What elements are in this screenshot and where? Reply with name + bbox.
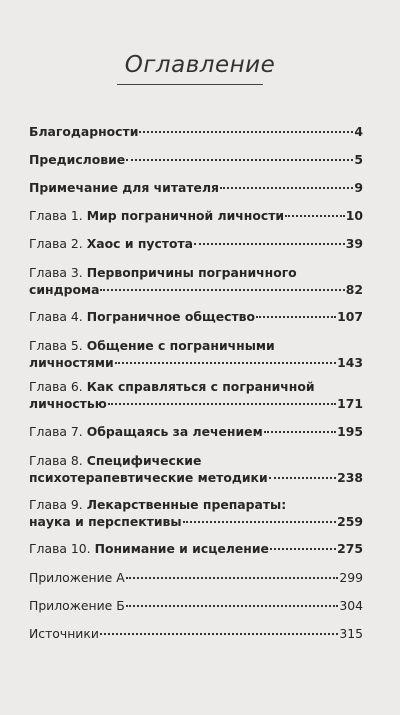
toc-entry-title: Хаос и пустота [86,236,194,251]
toc-entry-title: Первопричины пограничного [86,265,297,280]
toc-entry-acknowledgements[interactable] [29,123,363,140]
toc-page-number: 4 [354,124,363,139]
dot-leader [183,521,337,523]
dot-leader [285,215,345,217]
dot-leader [139,131,353,133]
toc-page-number: 195 [337,424,363,439]
toc-entry-title: Общение с пограничными [86,338,275,353]
toc-page-number: 82 [345,282,363,297]
toc-page-number: 238 [337,470,363,485]
toc-entry-title: Пограничное общество [86,309,256,324]
toc-entry-chapter-5[interactable] [29,337,363,371]
chapter-prefix: Глава 3. [29,265,83,280]
toc-entry-title: Лекарственные препараты: [86,497,287,512]
toc-entry-chapter-3[interactable] [29,264,363,298]
dot-leader [270,548,336,550]
dot-leader [108,403,336,405]
dot-leader [220,187,353,189]
dot-leader [100,633,338,635]
dot-leader [269,477,336,479]
toc-entry-title: Обращаясь за лечением [86,424,263,439]
toc-entry-title-continued: наука и перспективы [29,514,182,529]
toc-entry-title: Мир пограничной личности [86,208,285,223]
dot-leader [264,431,336,433]
page-title: Оглавление [124,52,276,78]
chapter-prefix: Глава 9. [29,497,83,512]
toc-page-number: 9 [354,180,363,195]
dot-leader [126,159,353,161]
toc-entry-title-continued: личностью [29,396,107,411]
dot-leader [126,605,339,607]
toc-entry-title-continued: синдрома [29,282,100,297]
toc-page-number: 275 [337,541,363,556]
toc-page-number: 259 [337,514,363,529]
toc-entry-chapter-8[interactable] [29,452,363,486]
dot-leader [256,316,336,318]
chapter-prefix: Глава 8. [29,453,83,468]
chapter-prefix: Глава 5. [29,338,83,353]
toc-page-number: 299 [339,570,363,585]
toc-entry-title: Специфические [86,453,202,468]
toc-entry-title: Примечание для читателя [29,180,219,195]
toc-entry-title-continued: личностями [29,355,114,370]
toc-entry-title: Понимание и исцеление [94,541,269,556]
toc-entry-title: Источники [29,626,99,641]
toc-entry-title: Приложение Б [29,598,125,613]
chapter-prefix: Глава 4. [29,309,83,324]
toc-page-number: 107 [337,309,363,324]
dot-leader [115,362,336,364]
toc-entry-appendix-a[interactable] [29,569,363,586]
toc-page-number: 5 [354,152,363,167]
chapter-prefix: Глава 10. [29,541,91,556]
toc-entry-note-for-reader[interactable] [29,179,363,196]
dot-leader [100,289,344,291]
toc-entry-chapter-7[interactable] [29,423,363,440]
toc-entry-title: Предисловие [29,152,126,167]
chapter-prefix: Глава 6. [29,379,83,394]
dot-leader [194,243,345,245]
chapter-prefix: Глава 1. [29,208,83,223]
toc-entry-title: Как справляться с пограничной [86,379,315,394]
toc-page-number: 171 [337,396,363,411]
toc-entry-chapter-2[interactable] [29,235,363,252]
toc-page-number: 304 [339,598,363,613]
dot-leader [126,577,339,579]
toc-entry-chapter-1[interactable] [29,207,363,224]
chapter-prefix: Глава 2. [29,236,83,251]
toc-entry-chapter-4[interactable] [29,308,363,325]
toc-entry-sources[interactable] [29,625,363,642]
toc-entry-title-continued: психотерапевтические методики [29,470,268,485]
toc-entry-title: Благодарности [29,124,139,139]
toc-entry-chapter-6[interactable] [29,378,363,412]
toc-entry-chapter-10[interactable] [29,540,363,557]
chapter-prefix: Глава 7. [29,424,83,439]
toc-entry-chapter-9[interactable] [29,496,363,530]
toc-entry-preface[interactable] [29,151,363,168]
toc-page-number: 315 [339,626,363,641]
toc-entry-title: Приложение А [29,570,125,585]
toc-page-number: 10 [345,208,363,223]
toc-entry-appendix-b[interactable] [29,597,363,614]
toc-page-number: 143 [337,355,363,370]
title-underline [117,84,263,85]
toc-page-number: 39 [345,236,363,251]
